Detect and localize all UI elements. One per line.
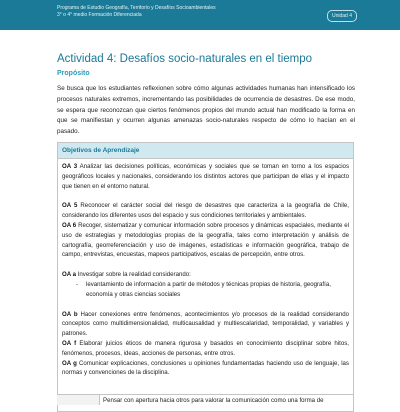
objective-code: OA g (62, 359, 77, 367)
bullet-text: levantamiento de información a partir de métodos y técnicas propias de historia, geografía, economía y otras ciencias sociales (86, 280, 331, 298)
activity-title: Actividad 4: Desafíos socio-naturales en el tiempo (57, 53, 313, 65)
next-row-label-cell (57, 395, 100, 405)
bullet-dash: - (76, 280, 79, 288)
header-program-text (57, 5, 216, 19)
unit-badge: Unidad 4 (327, 10, 357, 22)
objective-code: OA f (62, 339, 77, 347)
objective-text: Hacer conexiones entre fenómenos, acontecimientos y/o procesos de la realidad considerando conceptos como multidimensionalidad, multicausalidad y multiescalaridad, temporalidad, y variables y patrones. (62, 310, 349, 338)
program-line: Programa de Estudio Geografía, Territorio y Desafíos Socioambientales (57, 5, 216, 11)
objective-item (62, 201, 349, 221)
objective-code: OA 6 (62, 221, 77, 229)
objective-text: Reconocer el carácter social del riesgo de desastres que caracteriza a la geografía de Chile, considerando los diferentes usos del espacio y sus condiciones territoriales y ambientales. (62, 202, 349, 220)
objective-item (62, 359, 349, 379)
purpose-paragraph: Se busca que los estudiantes reflexionen sobre cómo algunas actividades humanas han intensificado los procesos naturales extremos, incrementando las posibilidades de ocurrencia de desastres. De ese modo, se espera que reconozcan que ciertos fenómenos propios del mundo actual han modificado la forma en que se manifiestan y ocurren algunas amenazas socio-naturales respecto de cómo lo hacían en el pasado. (57, 85, 355, 136)
objective-text: Analizar las decisiones políticas, económicas y sociales que se toman en torno a los espacios geográficos locales y nacionales, considerando los distintos actores que participan de ellas y el impacto que tienen en el entorno natural. (62, 163, 349, 190)
objective-text: Recoger, sistematizar y comunicar información sobre procesos y dinámicas espaciales, mediante el uso de estrategias y metodologías propias de la geografía, tales como interpretación y análisis de cartografía, georreferenciación y uso de imágenes, estadísticas e información geográfica, trabajo de campo, entrevistas, encuestas, mapeos participativos, escalas de percepción, entre otros. (62, 221, 349, 259)
grade-line: 3° o 4° medio Formación Diferenciada (57, 12, 142, 18)
objectives-table (57, 142, 354, 412)
objective-text: Comunicar explicaciones, conclusiones u opiniones fundamentadas haciendo uso de lenguaje, las normas y convenciones de la disciplina. (62, 359, 349, 377)
objective-code: OA 5 (62, 202, 78, 210)
objective-bullet (76, 280, 349, 300)
objective-item (62, 221, 349, 260)
objective-item (62, 339, 349, 359)
next-row-text: Pensar con apertura hacia otros para valorar la comunicación como una forma de (103, 397, 324, 404)
objective-code: OA a (62, 271, 76, 279)
objective-code: OA 3 (62, 163, 78, 170)
objectives-body (58, 159, 353, 378)
objective-code: OA b (62, 310, 78, 318)
objective-item (62, 162, 349, 191)
objective-text: Elaborar juicios éticos de manera rigurosa y basados en conocimiento disciplinar sobre hitos, fenómenos, procesos, ideas, acciones de personas, entre otros. (62, 339, 349, 357)
objective-item (62, 270, 349, 280)
objectives-heading: Objetivos de Aprendizaje (58, 143, 353, 159)
objective-item (62, 310, 349, 339)
objective-text: Investigar sobre la realidad considerando: (76, 271, 191, 279)
document-header-band (0, 0, 400, 30)
purpose-heading: Propósito (57, 70, 90, 77)
